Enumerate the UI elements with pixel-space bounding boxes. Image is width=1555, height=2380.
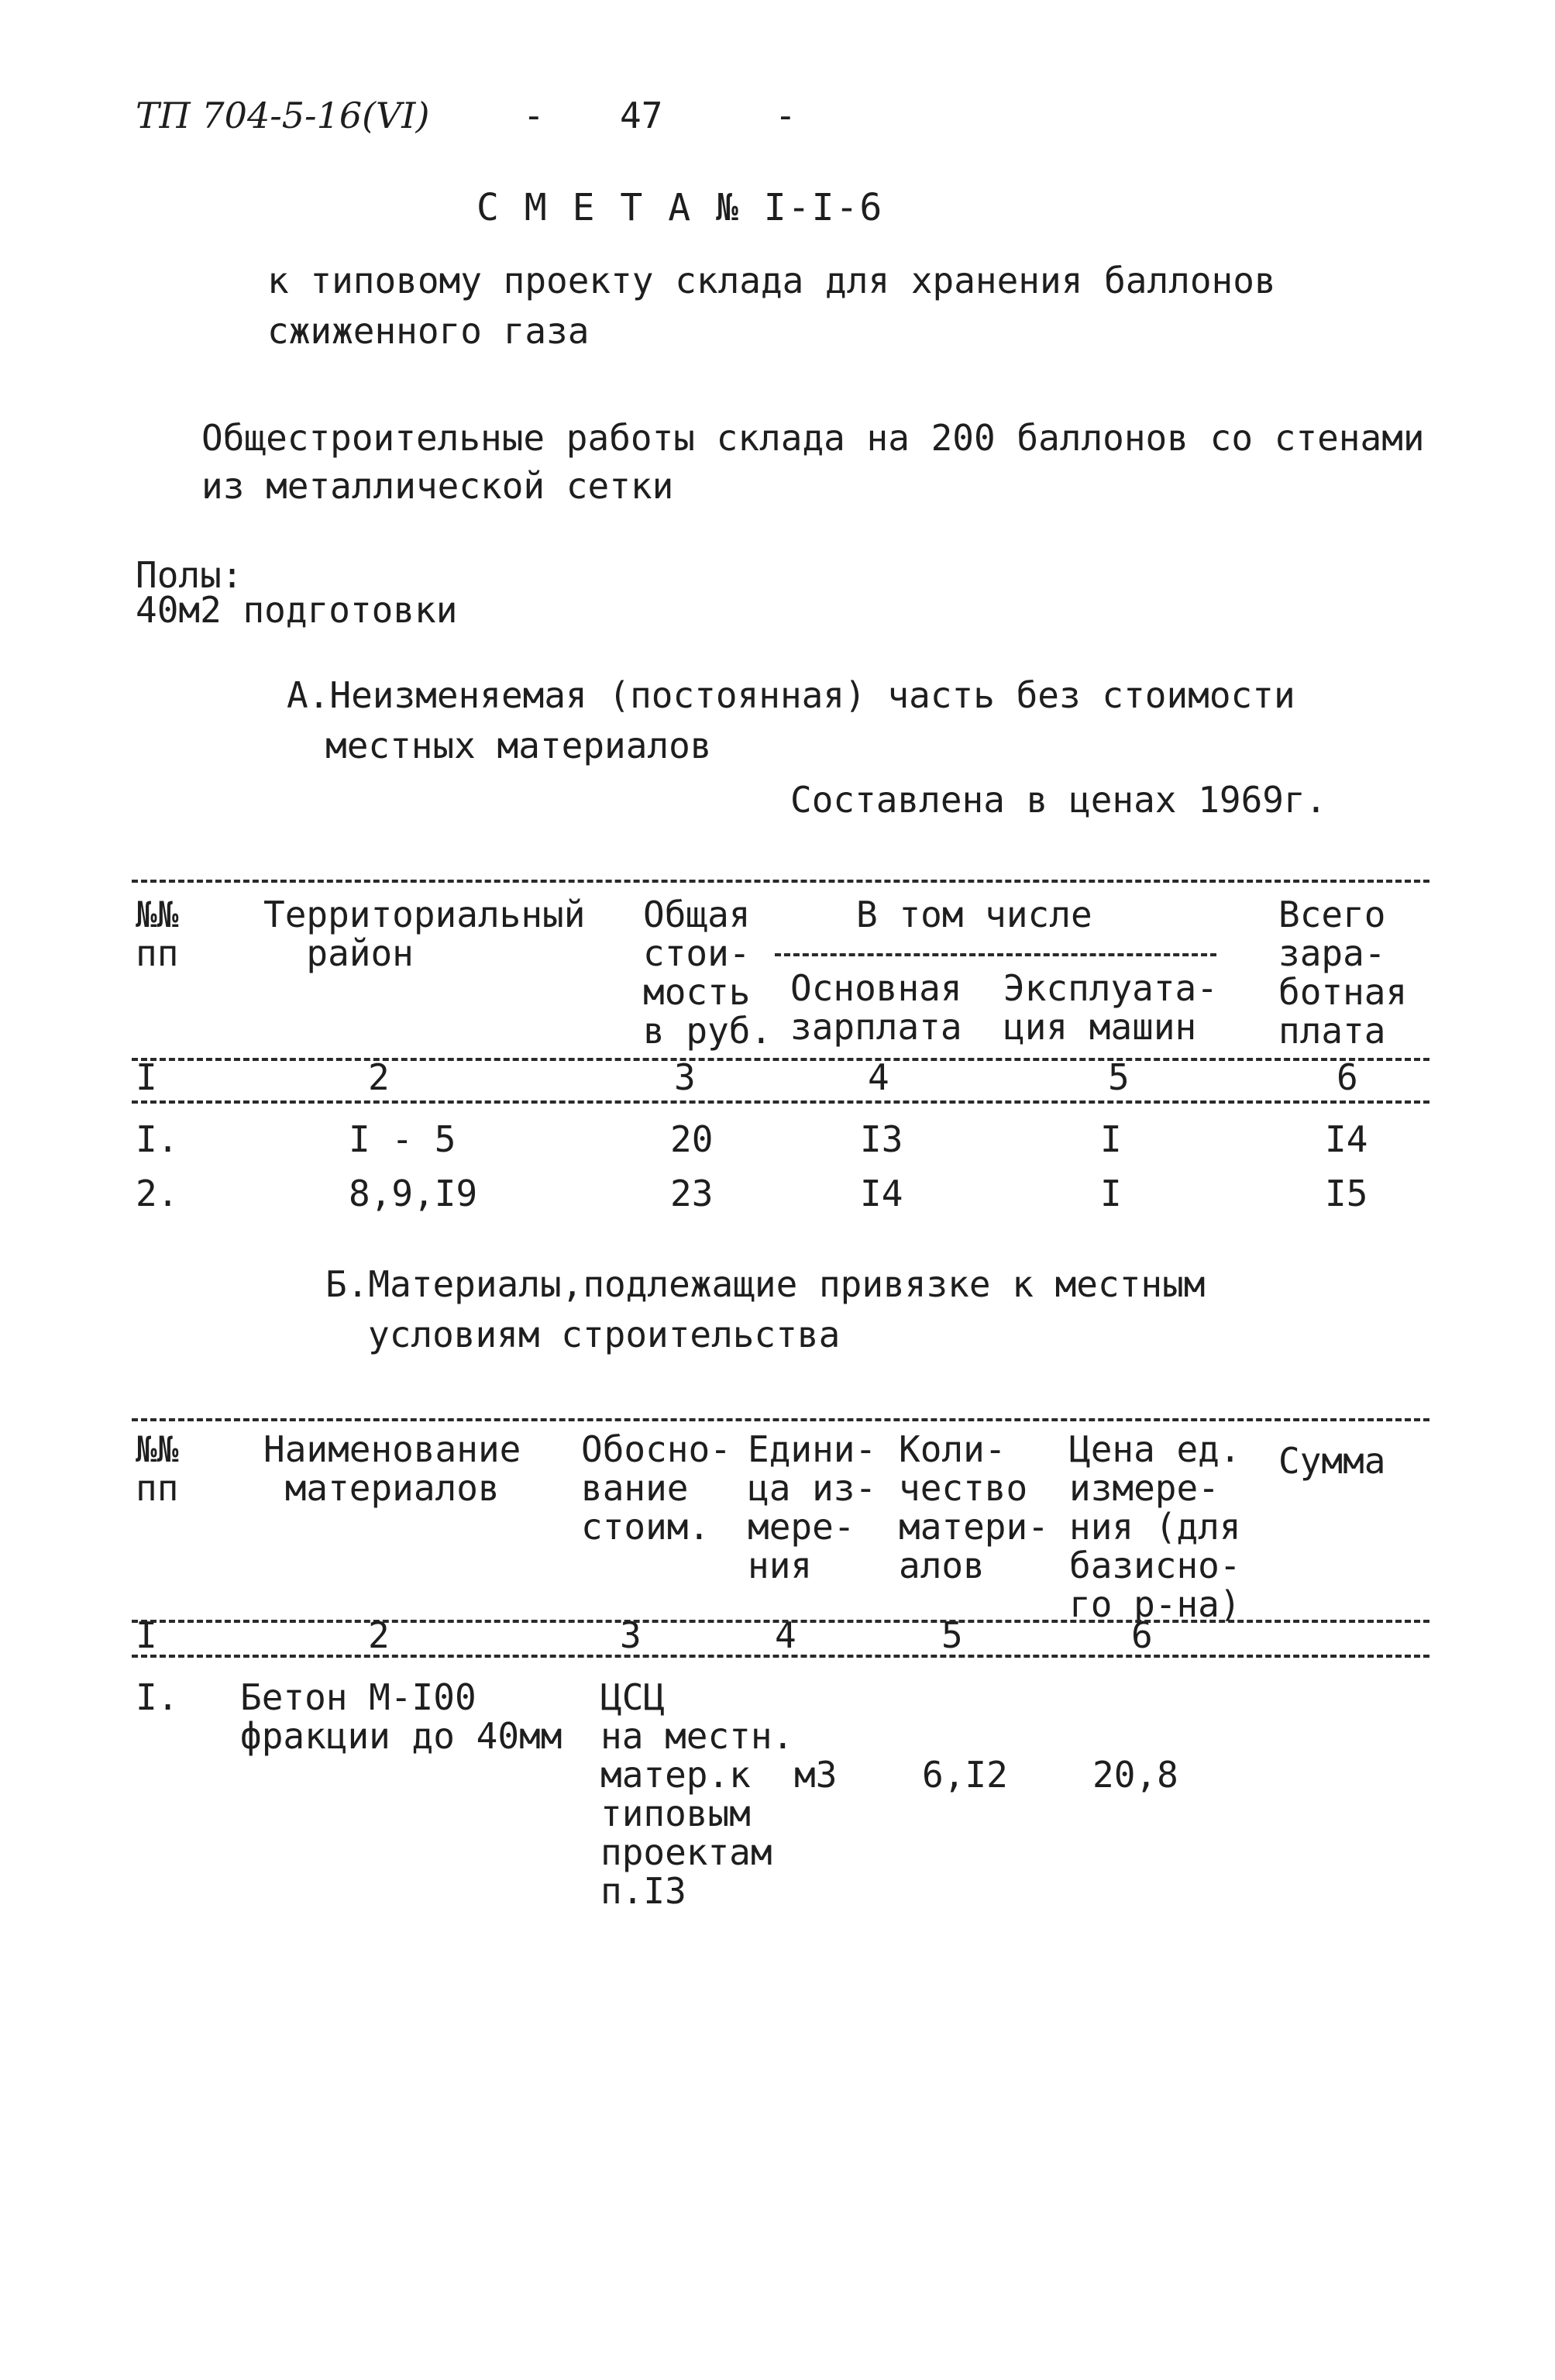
work-description-line-2: из металлической сетки [201, 465, 674, 507]
document-code: ТП 704-5-16(VI) [136, 95, 430, 136]
table-a-row-2-num: 2. [136, 1173, 179, 1214]
table-a-colnum-5: 5 [1108, 1056, 1130, 1098]
table-b-header-price: Цена ед. измере- ния (для базисно- го р-на) [1069, 1428, 1241, 1625]
floors-value: 40м2 подготовки [136, 589, 458, 631]
smeta-title: С М Е Т А № I-I-6 [476, 186, 884, 229]
header-dash-right: - [775, 95, 796, 136]
table-b-row-1-name: Бетон М-I00 фракции до 40мм [240, 1676, 562, 1757]
table-b-header-quantity: Коли- чество матери- алов [899, 1428, 1049, 1586]
table-b-header-basis: Обосно- вание стоим. [581, 1428, 731, 1548]
table-a-colnum-4: 4 [868, 1056, 889, 1098]
table-a-row-1-total-salary: I4 [1325, 1118, 1368, 1160]
table-b-row-1-num: I. [136, 1676, 179, 1718]
table-a-colnum-2: 2 [368, 1056, 390, 1098]
table-b-colnum-3: 3 [620, 1614, 642, 1656]
table-a-row-2-total: 23 [670, 1173, 714, 1214]
page-number: 47 [620, 95, 663, 136]
table-b-colnum-1: I [136, 1614, 157, 1656]
header-dash-left: - [523, 95, 545, 136]
table-b-top-rule [132, 1418, 1429, 1421]
subtitle-line-1: к типовому проекту склада для хранения баллонов [267, 260, 1276, 301]
table-b-colnum-2: 2 [368, 1614, 390, 1656]
table-a-row-2-region: 8,9,I9 [349, 1173, 478, 1214]
section-b-title-line-2: условиям строительства [368, 1314, 841, 1355]
table-a-header-total: Общая стои- мость в руб. [643, 894, 772, 1052]
table-a-row-1-region: I - 5 [349, 1118, 456, 1160]
table-a-header-machines: Эксплуата- ция машин [1003, 967, 1218, 1048]
table-b-header-sum: Сумма [1278, 1440, 1386, 1482]
prices-note: Составлена в ценах 1969г. [790, 779, 1327, 821]
table-a-header-salary: Основная зарплата [790, 967, 962, 1048]
table-b-colnum-5: 5 [941, 1614, 963, 1656]
table-a-row-1-total: 20 [670, 1118, 714, 1160]
table-a-header-including: В том числе [856, 894, 1092, 935]
table-a-row-1-machines: I [1100, 1118, 1122, 1160]
table-a-header-region: Территориальный район [263, 894, 586, 974]
table-a-header-num: №№ пп [136, 894, 179, 974]
table-b-colnum-4: 4 [775, 1614, 796, 1656]
table-b-header-unit: Едини- ца из- мере- ния [748, 1428, 877, 1586]
table-b-row-1-unit: м3 [794, 1754, 838, 1796]
work-description-line-1: Общестроительные работы склада на 200 баллонов со стенами [201, 417, 1425, 459]
table-a-row-2-machines: I [1100, 1173, 1122, 1214]
table-b-colnum-6: 6 [1131, 1614, 1153, 1656]
subtitle-line-2: сжиженного газа [267, 310, 590, 352]
table-b-row-1-basis: ЦСЦ на местн. матер.к типовым проектам п.I3 [600, 1676, 794, 1912]
table-a-row-2-salary: I4 [860, 1173, 903, 1214]
table-a-header-total-salary: Всего зара- ботная плата [1278, 894, 1408, 1052]
table-b-row-1-quantity: 6,I2 [922, 1754, 1008, 1796]
table-a-header-rule-2 [132, 1100, 1429, 1104]
table-b-header-name: Наименование материалов [263, 1428, 521, 1509]
table-a-row-1-salary: I3 [860, 1118, 903, 1160]
table-a-colnum-3: 3 [674, 1056, 696, 1098]
section-a-title-line-1: А.Неизменяемая (постоянная) часть без стоимости [287, 674, 1295, 716]
table-b-header-num: №№ пп [136, 1428, 179, 1509]
table-a-top-rule [132, 880, 1429, 883]
floors-label: Полы: [136, 554, 243, 596]
table-a-colnum-6: 6 [1337, 1056, 1358, 1098]
table-a-colnum-1: I [136, 1056, 157, 1098]
table-a-row-1-num: I. [136, 1118, 179, 1160]
section-a-title-line-2: местных материалов [325, 725, 712, 766]
section-b-title-line-1: Б.Материалы,подлежащие привязке к местным [325, 1263, 1206, 1305]
table-a-header-rule-1 [132, 1058, 1429, 1061]
table-b-row-1-price: 20,8 [1092, 1754, 1178, 1796]
table-a-row-2-total-salary: I5 [1325, 1173, 1368, 1214]
table-a-including-rule [775, 953, 1216, 956]
table-b-header-rule-2 [132, 1655, 1429, 1658]
